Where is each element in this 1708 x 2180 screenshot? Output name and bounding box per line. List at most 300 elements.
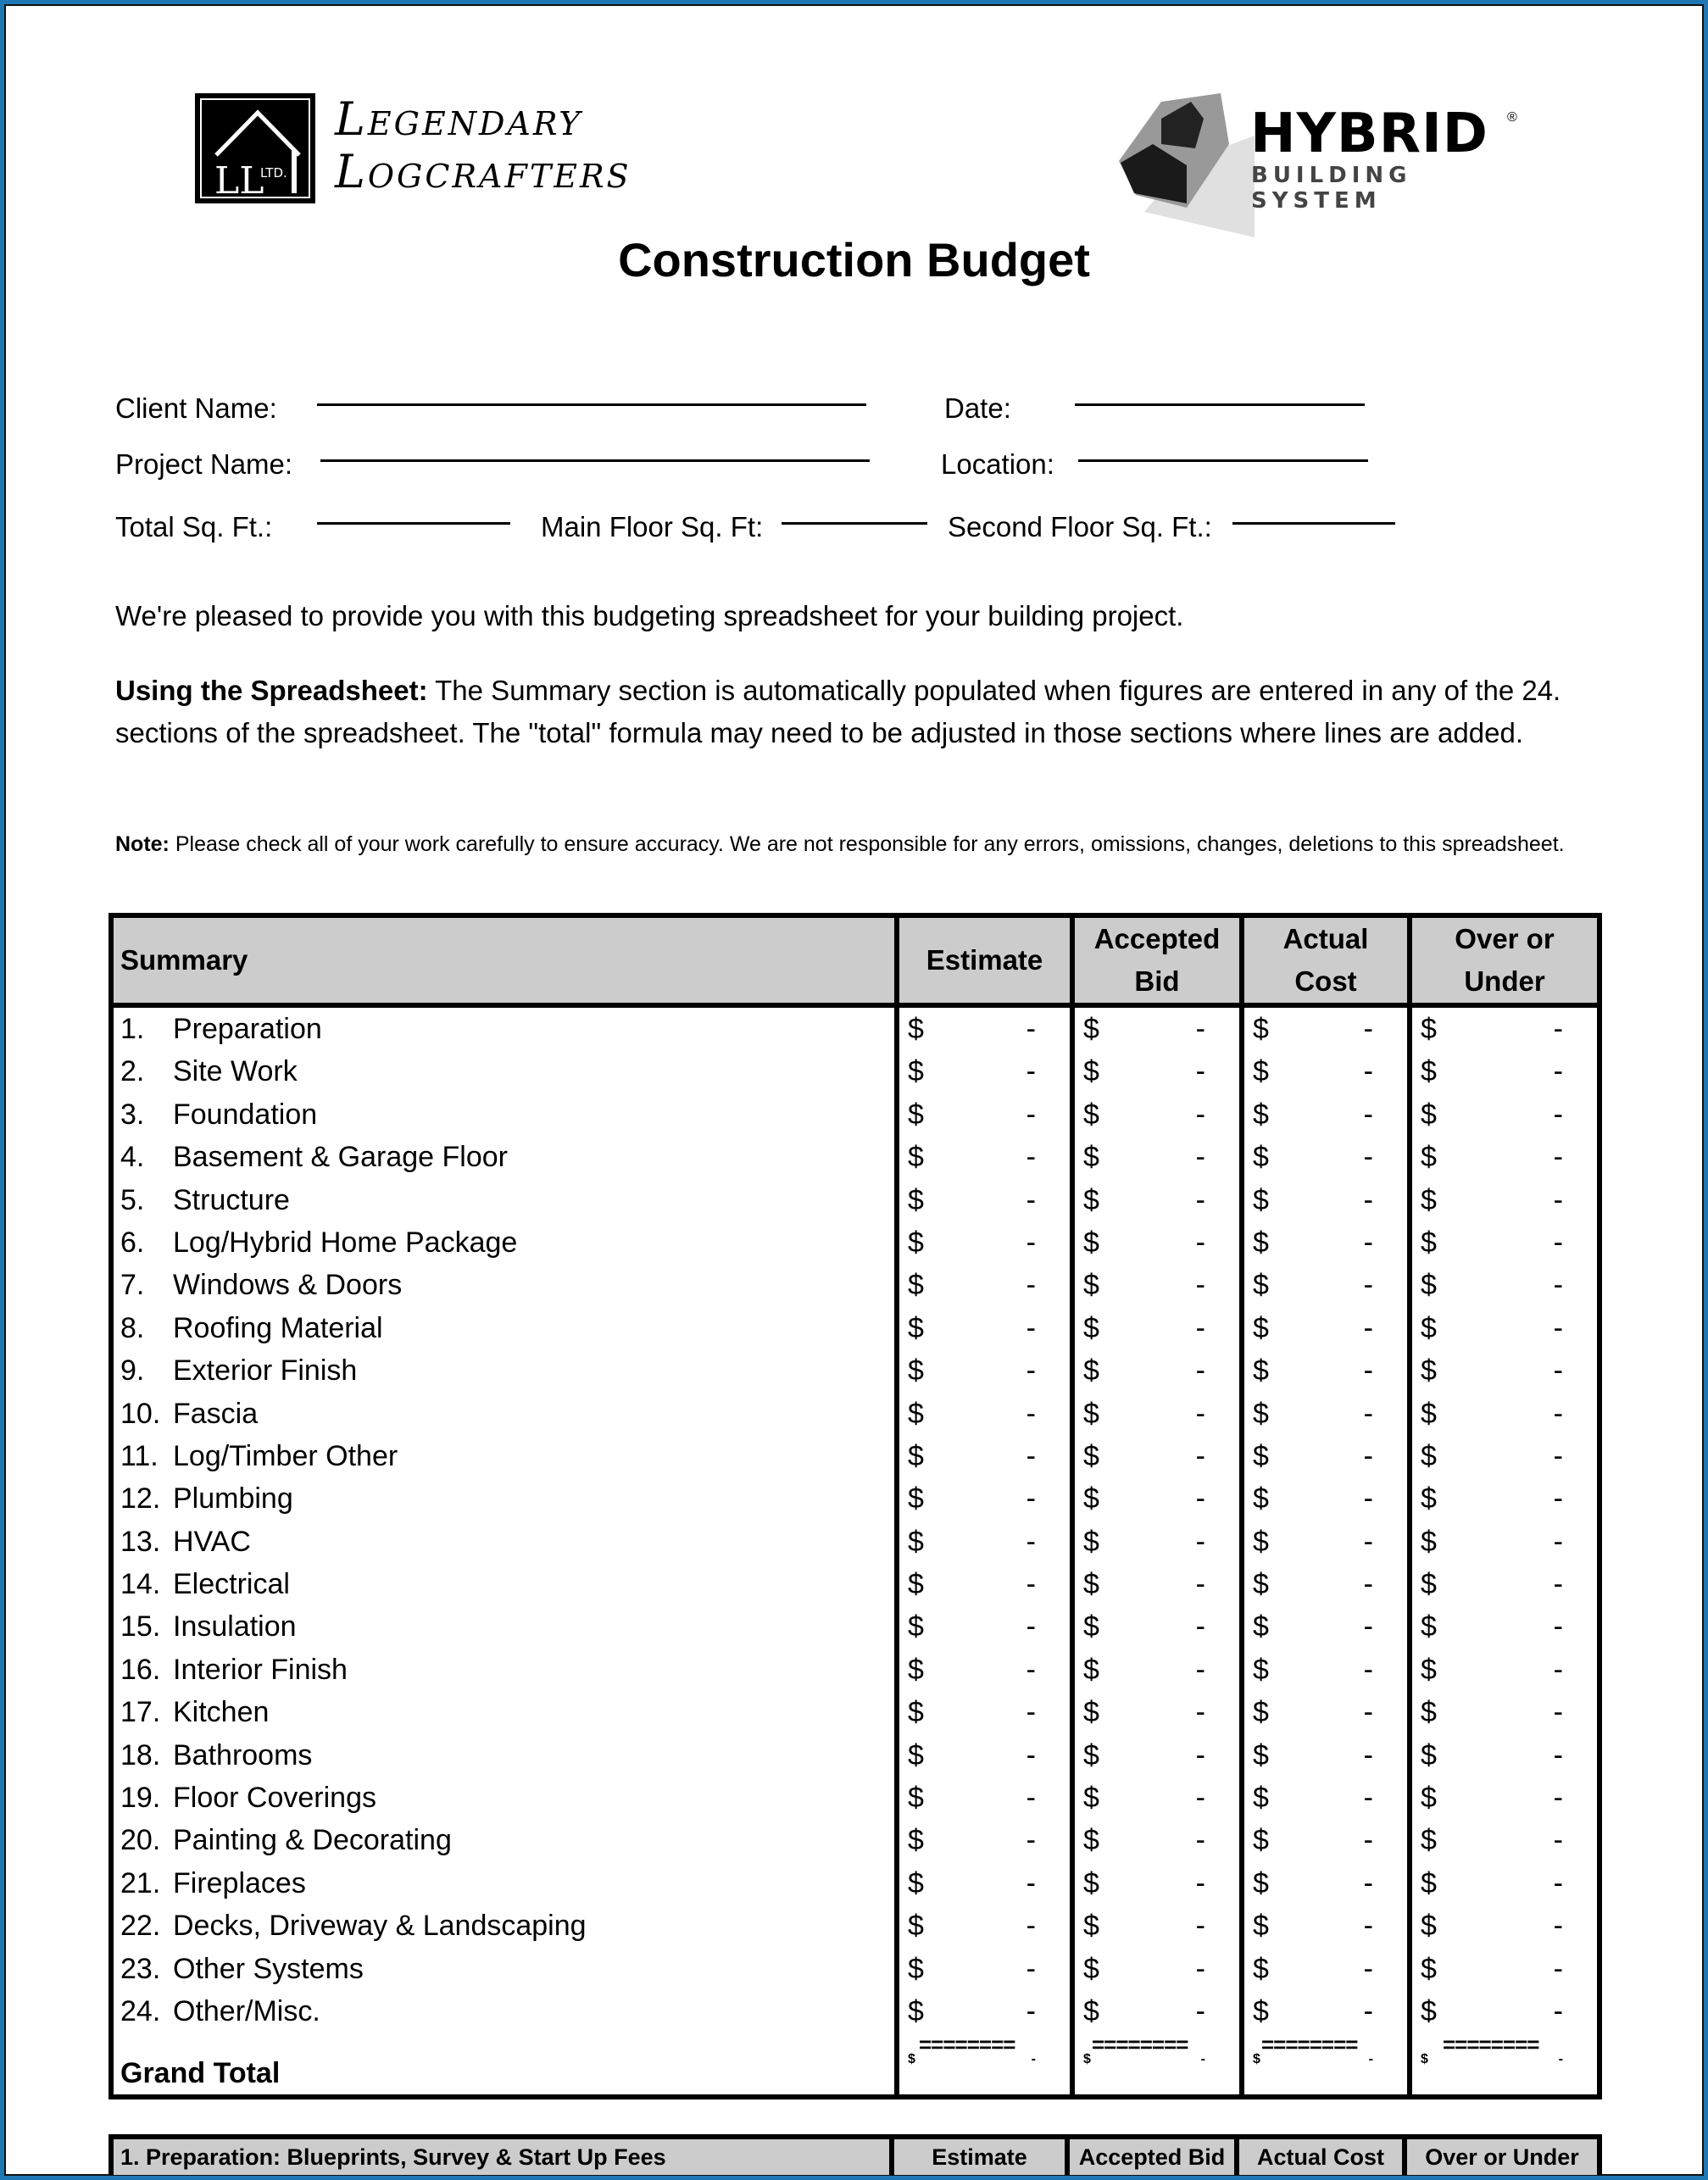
estimate-cell[interactable] [899, 1691, 1070, 1733]
actual-cost-cell[interactable] [1244, 1307, 1407, 1349]
currency-symbol: $ [908, 1397, 924, 1430]
summary-row [114, 1691, 1597, 1733]
row-label: Exterior Finish [173, 1354, 358, 1388]
usage-text: The Summary section is automatically populated when figures are entered in any of the 24. sections of the spreadsheet. The "total" formula may need to be adjusted in those sections where lines are added. [115, 675, 1561, 748]
actual-cost-cell[interactable] [1244, 1563, 1407, 1605]
actual-cost-cell[interactable] [1244, 1691, 1407, 1733]
currency-symbol: $ [908, 1568, 924, 1601]
estimate-cell[interactable] [899, 1136, 1070, 1178]
header-line: Accepted [1093, 923, 1221, 954]
amount: - [1553, 1952, 1563, 1985]
amount: - [1195, 1738, 1205, 1771]
amount: - [1553, 1525, 1563, 1558]
row-label: Interior Finish [173, 1653, 348, 1686]
summary-row [114, 1221, 1597, 1264]
actual-cost-header [1244, 918, 1407, 1003]
summary-row [114, 1435, 1597, 1477]
amount: - [1195, 1098, 1205, 1131]
amount: - [1026, 1482, 1036, 1515]
currency-symbol: $ [908, 1013, 924, 1045]
row-number: 19. [120, 1782, 161, 1815]
currency-symbol: $ [908, 1910, 924, 1943]
total-sqft-field[interactable] [317, 522, 510, 525]
currency-symbol: $ [908, 1994, 924, 2027]
actual-cost-cell[interactable] [1244, 1093, 1407, 1136]
accepted-bid-cell[interactable] [1075, 1221, 1239, 1264]
actual-cost-cell[interactable] [1244, 1948, 1407, 1990]
row-label: Log/Hybrid Home Package [173, 1226, 518, 1259]
estimate-cell[interactable] [899, 1221, 1070, 1264]
summary-row [114, 1777, 1597, 1819]
row-label: Preparation [173, 1013, 322, 1045]
currency-symbol: $ [1421, 1653, 1437, 1686]
actual-cost-cell[interactable] [1244, 1179, 1407, 1221]
amount: - [1026, 1055, 1036, 1088]
over-under-cell[interactable] [1412, 1819, 1597, 1861]
amount: - [1363, 1568, 1373, 1601]
currency-symbol: $ [908, 1952, 924, 1985]
registered-mark: ® [1507, 110, 1517, 125]
total-separator: ======== [1443, 2032, 1539, 2057]
amount: - [1363, 1525, 1373, 1558]
total-separator: ======== [1092, 2032, 1188, 2057]
over-under-cell[interactable] [1412, 1605, 1597, 1648]
row-number: 12. [120, 1482, 161, 1515]
grand-total-estimate[interactable] [899, 2052, 1070, 2094]
disclaimer-note [115, 827, 1607, 861]
amount: - [1026, 1610, 1036, 1643]
estimate-cell[interactable] [899, 1990, 1070, 2033]
currency-symbol: $ [1253, 1610, 1269, 1643]
grand-total-over-under[interactable] [1412, 2052, 1597, 2094]
amount: - [1363, 1141, 1373, 1174]
second-floor-sqft-label: Second Floor Sq. Ft.: [948, 511, 1212, 542]
currency-symbol: $ [908, 1269, 924, 1302]
actual-cost-cell[interactable] [1244, 1136, 1407, 1178]
actual-cost-cell[interactable] [1244, 1905, 1407, 1947]
accepted-bid-cell[interactable] [1075, 1563, 1239, 1605]
currency-symbol: $ [1083, 1782, 1099, 1815]
actual-cost-cell[interactable] [1244, 1221, 1407, 1264]
amount: - [1026, 1568, 1036, 1601]
currency-symbol: $ [1083, 1354, 1099, 1388]
accepted-bid-cell[interactable] [1075, 1819, 1239, 1861]
accepted-bid-cell[interactable] [1075, 1136, 1239, 1178]
actual-cost-cell[interactable] [1244, 1050, 1407, 1093]
row-label: Painting & Decorating [173, 1824, 452, 1857]
row-number: 18. [120, 1738, 161, 1771]
amount: - [1363, 1269, 1373, 1302]
accepted-bid-cell[interactable] [1075, 1393, 1239, 1435]
over-under-cell[interactable] [1412, 1179, 1597, 1221]
currency-symbol: $ [1421, 1568, 1437, 1601]
row-number: 7. [120, 1269, 145, 1302]
amount: - [1553, 1226, 1563, 1259]
date-field[interactable] [1075, 403, 1365, 406]
amount: - [1553, 1311, 1563, 1344]
estimate-cell[interactable] [899, 1777, 1070, 1819]
accepted-bid-cell[interactable] [1075, 1734, 1239, 1777]
over-under-cell[interactable] [1412, 1990, 1597, 2033]
over-under-cell[interactable] [1412, 1691, 1597, 1733]
summary-header: Summary [120, 944, 248, 976]
currency-symbol: $ [1083, 1824, 1099, 1857]
over-under-cell[interactable] [1412, 1948, 1597, 1990]
amount: - [1553, 1696, 1563, 1729]
summary-table [108, 913, 1602, 2099]
currency-symbol: $ [1083, 1738, 1099, 1771]
legendary-logcrafters-logo [195, 93, 712, 203]
amount: - [1195, 1952, 1205, 1985]
over-under-cell[interactable] [1412, 1521, 1597, 1563]
amount: - [1363, 1866, 1373, 1899]
amount: - [1363, 1311, 1373, 1344]
currency-symbol: $ [1253, 1311, 1269, 1344]
over-under-cell[interactable] [1412, 1093, 1597, 1136]
amount: - [1195, 1439, 1205, 1472]
accepted-bid-cell[interactable] [1075, 1905, 1239, 1947]
accepted-bid-cell[interactable] [1075, 1777, 1239, 1819]
accepted-bid-cell[interactable] [1075, 1477, 1239, 1520]
currency-symbol: $ [908, 1824, 924, 1857]
currency-symbol: $ [1083, 2052, 1091, 2066]
amount: - [1200, 2052, 1205, 2066]
project-name-field[interactable] [320, 459, 870, 462]
over-under-cell[interactable] [1412, 1307, 1597, 1349]
estimate-cell[interactable] [899, 1008, 1070, 1050]
estimate-cell[interactable] [899, 1050, 1070, 1093]
currency-symbol: $ [908, 1653, 924, 1686]
actual-cost-cell[interactable] [1244, 1008, 1407, 1050]
estimate-cell[interactable] [899, 1734, 1070, 1777]
currency-symbol: $ [1083, 1013, 1099, 1045]
location-field[interactable] [1078, 459, 1368, 462]
actual-cost-cell[interactable] [1244, 1777, 1407, 1819]
currency-symbol: $ [908, 1610, 924, 1643]
currency-symbol: $ [1253, 1994, 1269, 2027]
currency-symbol: $ [1421, 1226, 1437, 1259]
amount: - [1026, 1910, 1036, 1943]
estimate-cell[interactable] [899, 1349, 1070, 1392]
amount: - [1195, 1013, 1205, 1045]
amount: - [1553, 1397, 1563, 1430]
over-under-cell[interactable] [1412, 1563, 1597, 1605]
page-title: Construction Budget [618, 233, 1090, 286]
accepted-bid-cell[interactable] [1075, 1605, 1239, 1648]
amount: - [1195, 1055, 1205, 1088]
amount: - [1553, 1141, 1563, 1174]
estimate-cell[interactable] [899, 1649, 1070, 1691]
currency-symbol: $ [1421, 1994, 1437, 2027]
row-number: 22. [120, 1910, 161, 1943]
summary-rows [114, 1008, 1597, 2033]
estimate-cell[interactable] [899, 1521, 1070, 1563]
currency-symbol: $ [908, 1696, 924, 1729]
over-under-cell[interactable] [1412, 1050, 1597, 1093]
row-number: 23. [120, 1952, 161, 1985]
amount: - [1195, 1994, 1205, 2027]
row-label: Fireplaces [173, 1866, 306, 1899]
actual-cost-cell[interactable] [1244, 1862, 1407, 1905]
summary-row [114, 1521, 1597, 1563]
accepted-bid-cell[interactable] [1075, 1093, 1239, 1136]
amount: - [1363, 1824, 1373, 1857]
amount: - [1026, 1696, 1036, 1729]
currency-symbol: $ [908, 1311, 924, 1344]
amount: - [1368, 2052, 1373, 2066]
currency-symbol: $ [1253, 1568, 1269, 1601]
grand-total-actual-cost[interactable] [1244, 2052, 1407, 2094]
over-under-cell[interactable] [1412, 1905, 1597, 1947]
amount: - [1026, 1525, 1036, 1558]
client-name-field[interactable] [317, 403, 866, 406]
row-label: HVAC [173, 1525, 251, 1558]
currency-symbol: $ [908, 1098, 924, 1131]
amount: - [1553, 1910, 1563, 1943]
actual-cost-cell[interactable] [1244, 1521, 1407, 1563]
currency-symbol: $ [1253, 1013, 1269, 1045]
summary-row [114, 1093, 1597, 1136]
accepted-bid-cell[interactable] [1075, 1435, 1239, 1477]
over-under-cell[interactable] [1412, 1349, 1597, 1392]
main-floor-sqft-label: Main Floor Sq. Ft: [541, 511, 764, 542]
accepted-bid-cell[interactable] [1075, 1862, 1239, 1905]
amount: - [1195, 1397, 1205, 1430]
actual-cost-cell[interactable] [1244, 1435, 1407, 1477]
amount: - [1553, 1013, 1563, 1045]
accepted-bid-cell[interactable] [1075, 1521, 1239, 1563]
actual-cost-cell[interactable] [1244, 1393, 1407, 1435]
currency-symbol: $ [1083, 1696, 1099, 1729]
client-name-label: Client Name: [115, 392, 277, 424]
over-under-cell[interactable] [1412, 1393, 1597, 1435]
currency-symbol: $ [1421, 1738, 1437, 1771]
currency-symbol: $ [1421, 1439, 1437, 1472]
currency-symbol: $ [1083, 1226, 1099, 1259]
estimate-cell[interactable] [899, 1819, 1070, 1861]
accepted-bid-cell[interactable] [1075, 1307, 1239, 1349]
estimate-cell[interactable] [899, 1948, 1070, 1990]
row-label: Log/Timber Other [173, 1439, 398, 1472]
over-under-cell[interactable] [1412, 1477, 1597, 1520]
amount: - [1195, 1354, 1205, 1388]
summary-row [114, 1990, 1597, 2033]
currency-symbol: $ [1421, 1098, 1437, 1131]
brand-line-1: Legendary [335, 92, 583, 146]
accepted-bid-cell[interactable] [1075, 1948, 1239, 1990]
estimate-cell[interactable] [899, 1093, 1070, 1136]
accepted-bid-cell[interactable] [1075, 1050, 1239, 1093]
estimate-cell[interactable] [899, 1179, 1070, 1221]
over-under-cell[interactable] [1412, 1435, 1597, 1477]
accepted-bid-cell[interactable] [1075, 1691, 1239, 1733]
currency-symbol: $ [1253, 1653, 1269, 1686]
currency-symbol: $ [1253, 1866, 1269, 1899]
summary-row [114, 1008, 1597, 1050]
estimate-cell[interactable] [899, 1393, 1070, 1435]
section-1-header [108, 2134, 1602, 2175]
amount: - [1553, 1183, 1563, 1216]
row-number: 15. [120, 1610, 161, 1643]
svg-text:LTD.: LTD. [260, 165, 287, 181]
amount: - [1026, 1866, 1036, 1899]
accepted-bid-cell[interactable] [1075, 1264, 1239, 1306]
currency-symbol: $ [1083, 1525, 1099, 1558]
location-label: Location: [941, 448, 1054, 480]
accepted-bid-cell[interactable] [1075, 1179, 1239, 1221]
amount: - [1553, 1866, 1563, 1899]
currency-symbol: $ [1083, 1439, 1099, 1472]
amount: - [1026, 1653, 1036, 1686]
summary-row [114, 1563, 1597, 1605]
row-number: 4. [120, 1141, 145, 1174]
estimate-cell[interactable] [899, 1264, 1070, 1306]
currency-symbol: $ [1421, 1782, 1437, 1815]
currency-symbol: $ [1253, 1397, 1269, 1430]
header-line: Cost [1294, 965, 1357, 997]
amount: - [1363, 1354, 1373, 1388]
total-separator: ======== [1261, 2032, 1358, 2057]
row-label: Fascia [173, 1397, 259, 1430]
row-number: 11. [120, 1439, 159, 1472]
estimate-cell[interactable] [899, 1477, 1070, 1520]
row-label: Roofing Material [173, 1311, 383, 1344]
currency-symbol: $ [908, 1866, 924, 1899]
usage-instructions [115, 670, 1607, 754]
amount: - [1031, 2052, 1036, 2066]
amount: - [1195, 1226, 1205, 1259]
currency-symbol: $ [1083, 1397, 1099, 1430]
actual-cost-cell[interactable] [1244, 1349, 1407, 1392]
amount: - [1195, 1311, 1205, 1344]
brand-line-2: Logcrafters [335, 145, 631, 198]
accepted-bid-cell[interactable] [1075, 1649, 1239, 1691]
actual-cost-cell[interactable] [1244, 1477, 1407, 1520]
amount: - [1553, 1269, 1563, 1302]
estimate-cell[interactable] [899, 1435, 1070, 1477]
currency-symbol: $ [1083, 1183, 1099, 1216]
row-number: 6. [120, 1226, 145, 1259]
currency-symbol: $ [1253, 1696, 1269, 1729]
currency-symbol: $ [1421, 1397, 1437, 1430]
currency-symbol: $ [1421, 1866, 1437, 1899]
amount: - [1363, 1226, 1373, 1259]
over-under-header [1412, 918, 1597, 1003]
row-label: Site Work [173, 1055, 298, 1088]
currency-symbol: $ [1083, 1141, 1099, 1174]
amount: - [1553, 1354, 1563, 1388]
over-under-cell[interactable] [1412, 1221, 1597, 1264]
second-floor-sqft-field[interactable] [1232, 522, 1395, 525]
currency-symbol: $ [1421, 1354, 1437, 1388]
currency-symbol: $ [1083, 1910, 1099, 1943]
over-under-cell[interactable] [1412, 1136, 1597, 1178]
row-number: 9. [120, 1354, 145, 1388]
summary-row [114, 1649, 1597, 1691]
amount: - [1026, 1141, 1036, 1174]
accepted-bid-cell[interactable] [1075, 1990, 1239, 2033]
grand-total-accepted-bid[interactable] [1075, 2052, 1239, 2094]
row-number: 5. [120, 1183, 145, 1216]
summary-row [114, 1264, 1597, 1306]
section-1-over-under-header: Over or Under [1407, 2139, 1597, 2175]
estimate-cell[interactable] [899, 1307, 1070, 1349]
row-label: Foundation [173, 1098, 318, 1131]
amount: - [1363, 1055, 1373, 1088]
accepted-bid-cell[interactable] [1075, 1349, 1239, 1392]
currency-symbol: $ [1421, 1482, 1437, 1515]
amount: - [1026, 1738, 1036, 1771]
actual-cost-cell[interactable] [1244, 1264, 1407, 1306]
actual-cost-cell[interactable] [1244, 1734, 1407, 1777]
amount: - [1026, 1952, 1036, 1985]
over-under-cell[interactable] [1412, 1862, 1597, 1905]
summary-row [114, 1605, 1597, 1648]
row-number: 16. [120, 1653, 161, 1686]
total-separator: ======== [919, 2032, 1015, 2057]
actual-cost-cell[interactable] [1244, 1819, 1407, 1861]
amount: - [1363, 1782, 1373, 1815]
currency-symbol: $ [1253, 1269, 1269, 1302]
main-floor-sqft-field[interactable] [782, 522, 927, 525]
currency-symbol: $ [1253, 1782, 1269, 1815]
amount: - [1363, 1013, 1373, 1045]
hybrid-building-system-logo [1110, 85, 1534, 237]
amount: - [1553, 1610, 1563, 1643]
amount: - [1195, 1183, 1205, 1216]
actual-cost-cell[interactable] [1244, 1605, 1407, 1648]
amount: - [1363, 1610, 1373, 1643]
section-1-estimate-header: Estimate [894, 2139, 1065, 2175]
currency-symbol: $ [1253, 1824, 1269, 1857]
actual-cost-cell[interactable] [1244, 1649, 1407, 1691]
grand-total-label: Grand Total [120, 2057, 281, 2089]
estimate-cell[interactable] [899, 1563, 1070, 1605]
currency-symbol: $ [1253, 2052, 1260, 2066]
estimate-cell[interactable] [899, 1905, 1070, 1947]
section-1-title: 1. Preparation: Blueprints, Survey & Start Up Fees [114, 2139, 889, 2175]
currency-symbol: $ [908, 1141, 924, 1174]
accepted-bid-cell[interactable] [1075, 1008, 1239, 1050]
currency-symbol: $ [908, 1226, 924, 1259]
header-line: Actual [1282, 923, 1369, 954]
amount: - [1195, 1525, 1205, 1558]
over-under-cell[interactable] [1412, 1264, 1597, 1306]
over-under-cell[interactable] [1412, 1649, 1597, 1691]
currency-symbol: $ [1421, 1610, 1437, 1643]
currency-symbol: $ [1253, 1439, 1269, 1472]
over-under-cell[interactable] [1412, 1777, 1597, 1819]
actual-cost-cell[interactable] [1244, 1990, 1407, 2033]
summary-row [114, 1307, 1597, 1349]
amount: - [1363, 1952, 1373, 1985]
currency-symbol: $ [1083, 1952, 1099, 1985]
house-monogram-icon [195, 93, 315, 203]
section-1-accepted-bid-header: Accepted Bid [1070, 2139, 1234, 2175]
amount: - [1195, 1910, 1205, 1943]
amount: - [1553, 1653, 1563, 1686]
over-under-cell[interactable] [1412, 1008, 1597, 1050]
over-under-cell[interactable] [1412, 1734, 1597, 1777]
currency-symbol: $ [1083, 1653, 1099, 1686]
brand-name [335, 93, 631, 198]
amount: - [1553, 1782, 1563, 1815]
amount: - [1363, 1994, 1373, 2027]
estimate-cell[interactable] [899, 1605, 1070, 1648]
row-label: Other Systems [173, 1952, 364, 1985]
estimate-cell[interactable] [899, 1862, 1070, 1905]
currency-symbol: $ [908, 2052, 915, 2066]
